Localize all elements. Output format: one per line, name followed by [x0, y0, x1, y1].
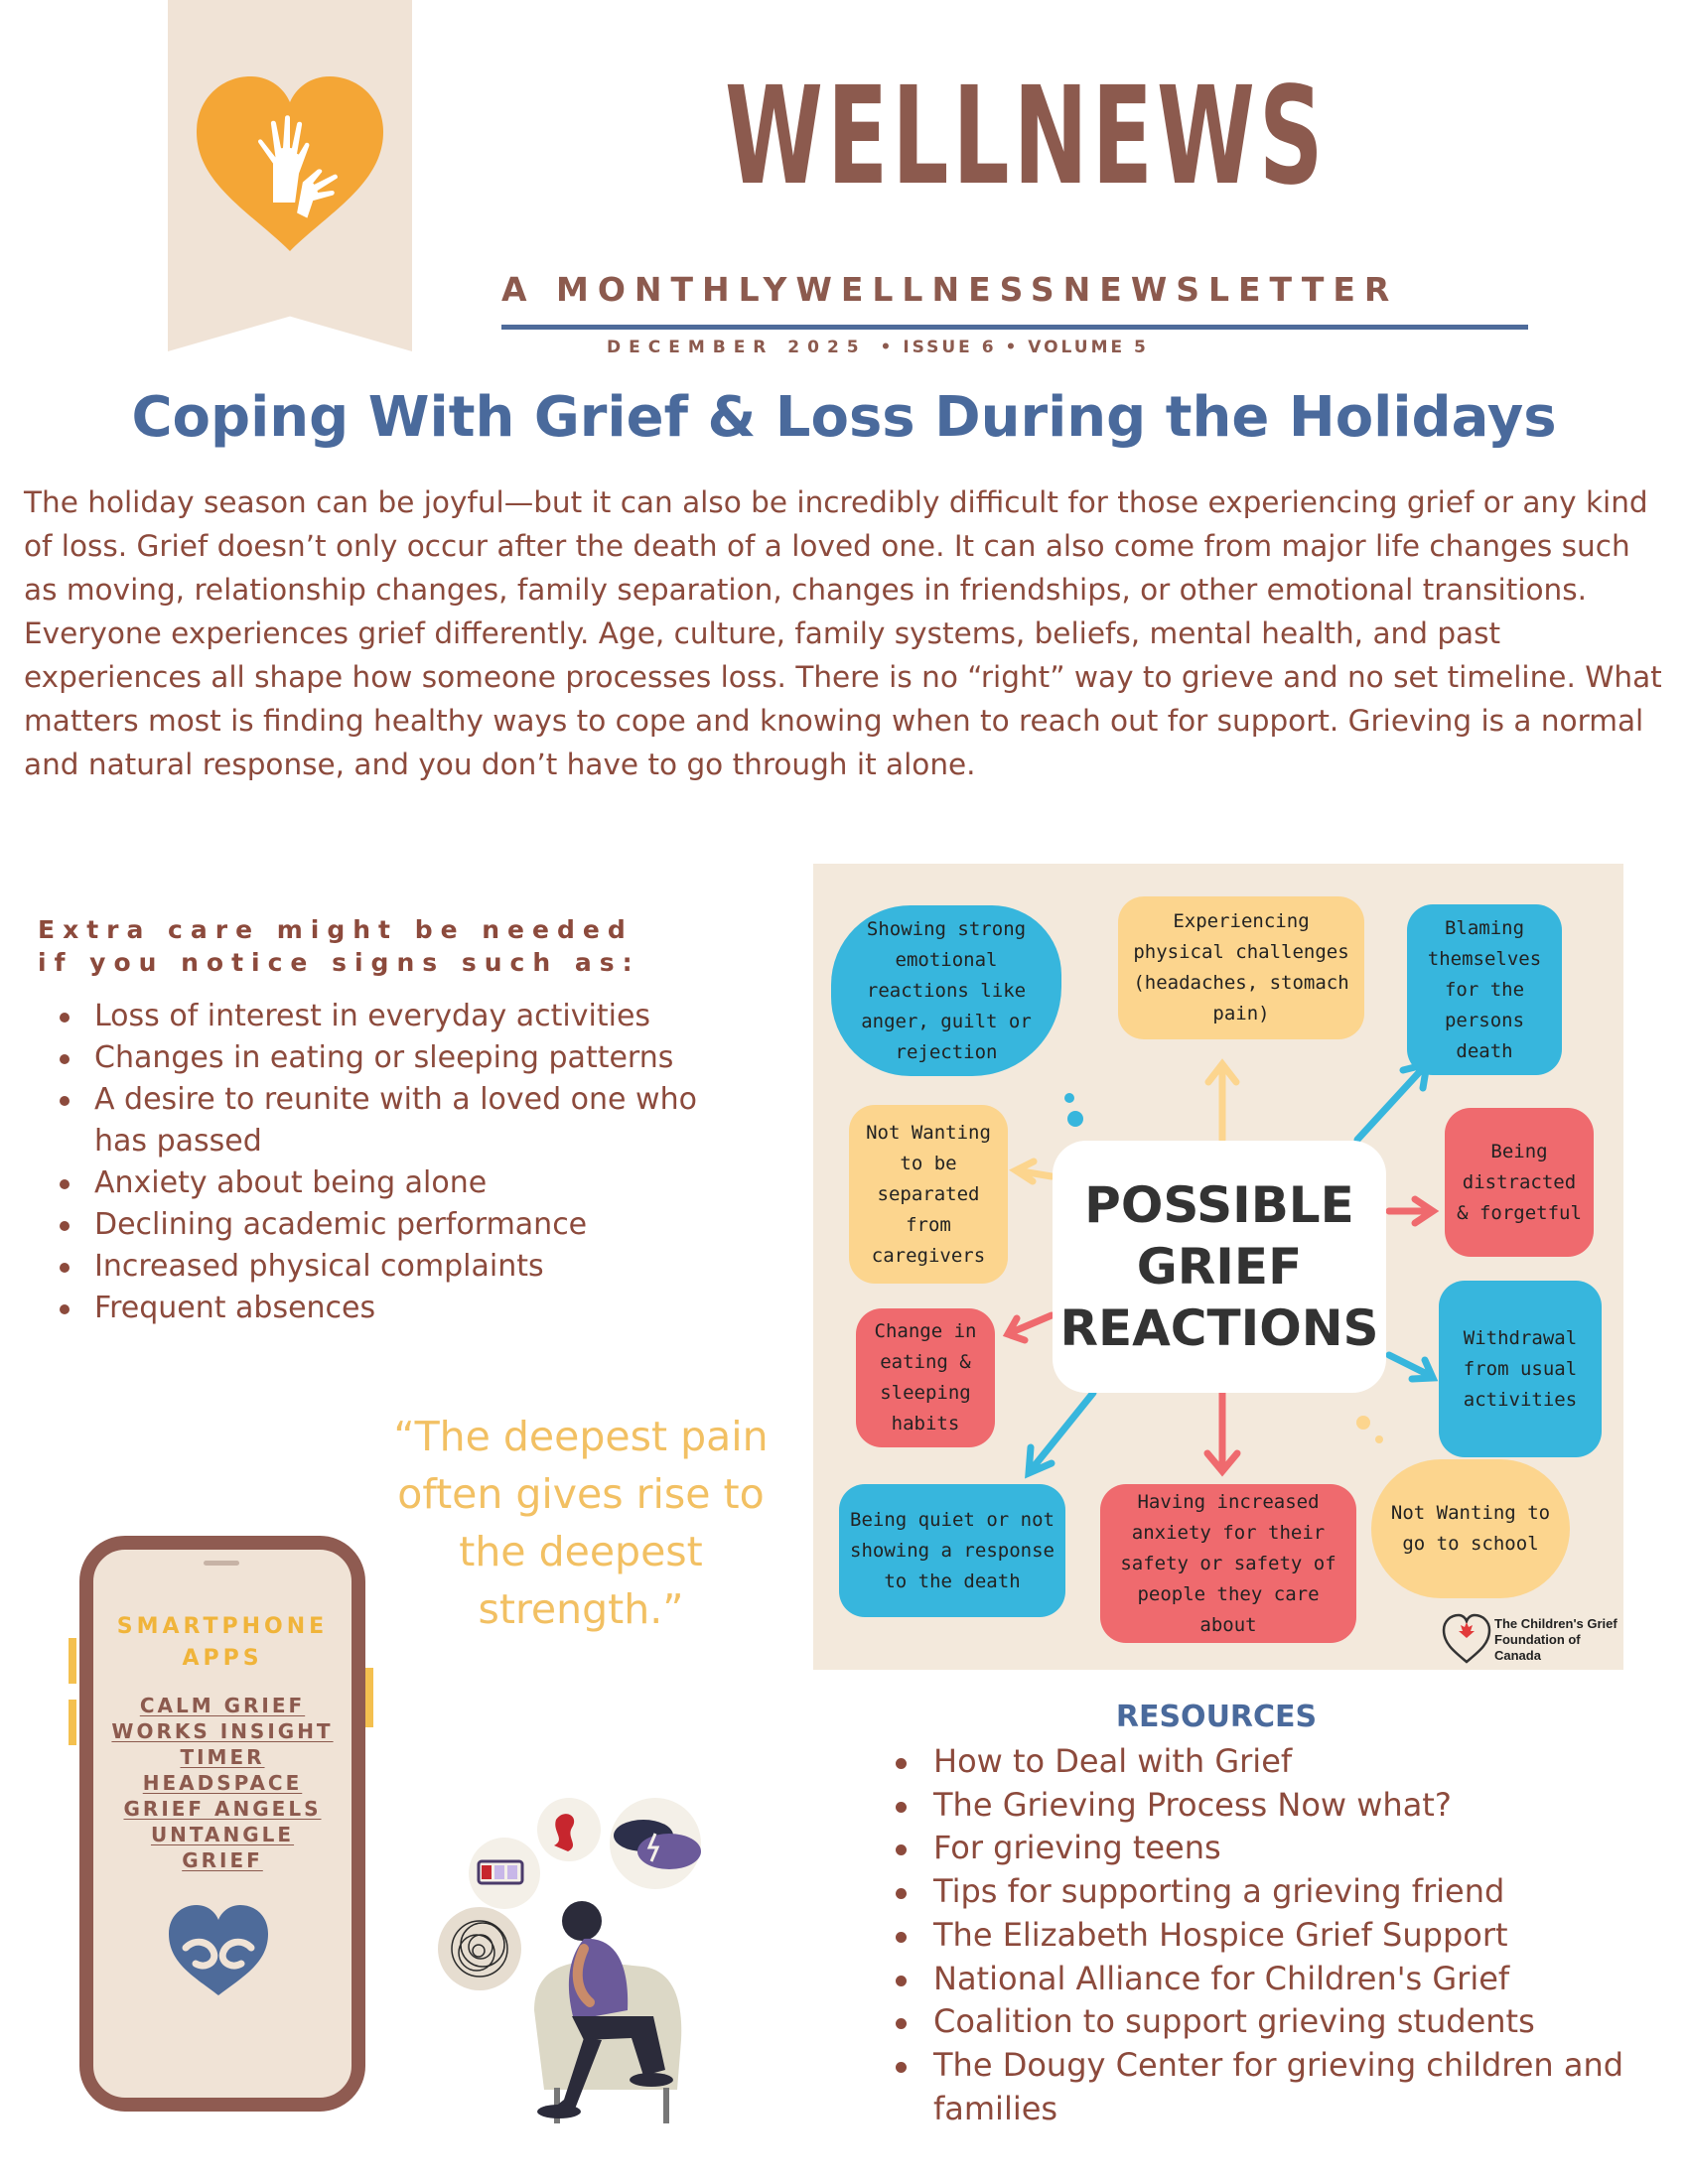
reaction-bubble: Withdrawal from usual activities [1439, 1281, 1602, 1457]
list-item: Changes in eating or sleeping patterns [40, 1037, 735, 1079]
reaction-bubble: Being quiet or not showing a response to the death [839, 1484, 1065, 1617]
resource-link[interactable]: How to Deal with Grief [894, 1740, 1648, 1784]
reaction-bubble: Having increased anxiety for their safety or safety of people they care about [1100, 1484, 1356, 1643]
app-link[interactable]: HEADSPACE [142, 1771, 303, 1795]
reaction-bubble: Not Wanting to be separated from caregivers [849, 1105, 1008, 1284]
app-link[interactable]: GRIEF [182, 1848, 263, 1872]
reaction-bubble: Showing strong emotional reactions like anger, guilt or rejection [831, 905, 1061, 1076]
app-link[interactable]: GRIEF ANGELS [123, 1797, 322, 1821]
app-link[interactable]: TIMER [180, 1745, 265, 1769]
header-divider [501, 325, 1528, 330]
pull-quote: “The deepest pain often gives rise to the deepest strength.” [393, 1413, 769, 1633]
list-item: Loss of interest in everyday activities [40, 996, 735, 1037]
resources-heading: RESOURCES [1115, 1700, 1318, 1734]
list-item: Declining academic performance [40, 1204, 735, 1246]
resource-link[interactable]: Coalition to support grieving students [894, 2000, 1648, 2044]
reaction-bubble: Experiencing physical challenges (headaches, stomach pain) [1118, 896, 1364, 1039]
issue-date: DECEMBER 2025 [607, 338, 867, 357]
resource-link[interactable]: National Alliance for Children's Grief [894, 1958, 1648, 2001]
phone-side-button [69, 1700, 76, 1745]
grief-reactions-infographic [813, 864, 1623, 1670]
signs-list [40, 996, 735, 1329]
list-item: Increased physical complaints [40, 1246, 735, 1288]
resource-link[interactable]: For grieving teens [894, 1827, 1648, 1870]
infographic-credit: The Children's Grief Foundation of Canada [1494, 1616, 1618, 1663]
heart-hands-icon [193, 74, 387, 253]
resources-list [894, 1740, 1648, 2130]
intro-paragraph-2: Everyone experiences grief differently. Age, culture, family systems, beliefs, mental health, and past experiences all shape how someone processes loss. There is no “right” way to grieve and no set timeline. What matters most is finding healthy ways to cope and knowing when to reach out for support. Grieving is a normal and natural response, and you don’t have to go through it alone. [24, 616, 1662, 781]
resource-link[interactable]: The Elizabeth Hospice Grief Support [894, 1914, 1648, 1958]
list-item: Frequent absences [40, 1288, 735, 1329]
signs-heading-line-2: if you notice signs such as: [38, 948, 640, 977]
article-headline: Coping With Grief & Loss During the Holidays [131, 385, 1557, 450]
issue-number: • ISSUE 6 • VOLUME 5 [880, 338, 1149, 357]
infographic-center-title: POSSIBLE GRIEF REACTIONS [1053, 1141, 1386, 1393]
signs-heading [38, 913, 653, 979]
signs-heading-line-1: Extra care might be needed [38, 915, 633, 944]
hug-heart-icon [166, 1902, 271, 1997]
apps-list [99, 1693, 346, 1873]
phone-side-button [69, 1638, 76, 1684]
intro-text [24, 480, 1662, 786]
grieving-person-illustration [435, 1772, 773, 2134]
issue-info [607, 338, 1401, 357]
phone-side-button [365, 1668, 373, 1727]
intro-paragraph-1: The holiday season can be joyful—but it can also be incredibly difficult for those experiencing grief or any kind of loss. Grief doesn’t only occur after the death of a loved one. It can also come from major life changes such as moving, relationship changes, family separation, changes in friendships, or other emotional transitions. [24, 485, 1648, 607]
app-link[interactable]: WORKS INSIGHT [111, 1719, 334, 1743]
reaction-bubble: Blaming themselves for the persons death [1407, 904, 1562, 1075]
reaction-bubble: Not Wanting to go to school [1371, 1459, 1570, 1598]
app-link[interactable]: CALM GRIEF [139, 1694, 306, 1717]
list-item: Anxiety about being alone [40, 1162, 735, 1204]
resource-link[interactable]: Tips for supporting a grieving friend [894, 1870, 1648, 1914]
reaction-bubble: Being distracted & forgetful [1445, 1108, 1594, 1257]
app-link[interactable]: UNTANGLE [150, 1823, 295, 1846]
newsletter-title: WELLNEWS [725, 59, 1328, 215]
newsletter-subtitle: A MONTHLYWELLNESSNEWSLETTER [501, 270, 1399, 309]
list-item: A desire to reunite with a loved one who has passed [40, 1079, 735, 1162]
resource-link[interactable]: The Grieving Process Now what? [894, 1784, 1648, 1828]
resource-link[interactable]: The Dougy Center for grieving children and families [894, 2044, 1648, 2130]
apps-heading: SMARTPHONE APPS [116, 1614, 329, 1671]
reaction-bubble: Change in eating & sleeping habits [856, 1308, 995, 1447]
phone-speaker [204, 1561, 239, 1566]
